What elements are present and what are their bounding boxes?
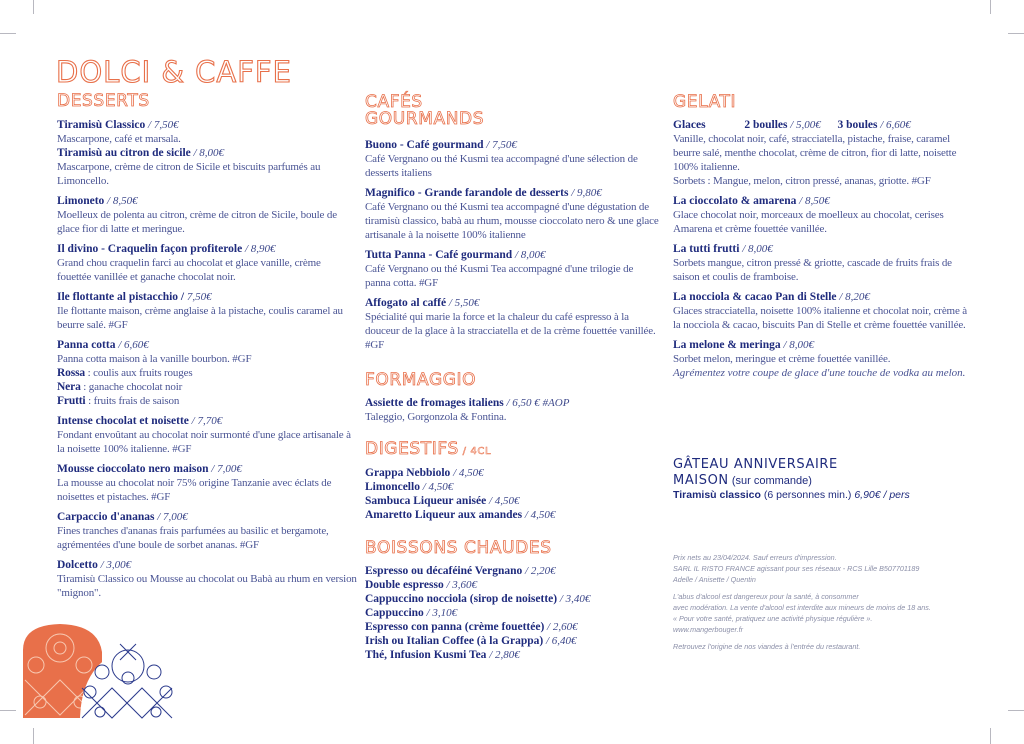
item-price: / 7,00€ [208,463,242,475]
item-name: Carpaccio d'ananas [57,511,155,523]
item-header [57,414,357,428]
crop-mark [1008,33,1024,34]
menu-item-glaces [673,118,973,188]
item-description: Café Vergnano ou thé Kusmi tea accompagné d'une dégustation de tiramisù classico, babà au rhum, mousse cioccolato nero & une glace artisanale à la noisette 100% italienne [365,201,659,241]
item-name: La cioccolato & amarena [673,195,797,207]
item-header [365,248,660,262]
menu-item [57,290,357,332]
boissons-list [365,564,665,662]
item-description: Fines tranches d'ananas frais parfumées au basilic et bergamote, agrémentées d'une boule de sorbet ananas. #GF [57,525,329,551]
item-name: Tiramisù Classico [57,119,146,131]
item-name: Amaretto Liqueur aux amandes [365,509,523,521]
item-name: Double espresso [365,579,444,591]
heading-unit: / 4CL [458,446,492,457]
footer-line: www.mangerbouger.fr [673,625,744,634]
crop-mark [0,710,16,711]
footer-line: Adelle / Anisette / Quentin [673,575,756,584]
item-header [673,290,973,304]
item-header [365,296,660,310]
item-header [365,592,665,606]
item-price: / 8,50€ [796,195,830,207]
item-name: Espresso con panna (crème fouettée) [365,621,545,633]
item-variant [57,380,357,394]
item-header [365,648,665,662]
item-header [365,138,660,152]
menu-item [57,414,357,456]
menu-item [365,508,665,522]
item-header [57,338,357,352]
item-header [57,118,357,132]
item-header [57,558,357,572]
item-name: Tiramisù classico [673,489,761,501]
item-header [57,146,357,160]
item-description: Café Vergnano ou thé Kusmi tea accompagné d'une sélection de desserts italiens [365,153,638,179]
item-header [57,462,357,476]
item-name: Ile flottante al pistacchio / [57,291,185,303]
item-name: Sambuca Liqueur anisée [365,495,487,507]
footer-paragraph [673,641,1003,652]
menu-item [57,558,357,600]
item-name: Limoneto [57,195,105,207]
sorbets-list: Sorbets : Mangue, melon, citron pressé, ananas, griotte. #GF [673,175,931,187]
footer-line: Retrouvez l'origine de nos viandes à l'entrée du restaurant. [673,642,861,651]
menu-item [365,466,665,480]
item-name: Limoncello [365,481,420,493]
variant-label: Rossa [57,367,86,379]
crop-mark [33,0,34,14]
item-name: Cappuccino [365,607,424,619]
footer-line: Prix nets au 23/04/2024. Sauf erreurs d'impression. [673,553,837,562]
item-name: La nocciola & cacao Pan di Stelle [673,291,837,303]
item-price: / 8,90€ [242,243,276,255]
item-price: 6,90€ / pers [854,489,910,501]
item-name: Buono - Café gourmand [365,139,484,151]
menu-item [365,620,665,634]
item-name: Glaces [673,119,706,131]
item-name: Irish ou Italian Coffee (à la Grappa) [365,635,544,647]
crop-mark [1008,710,1024,711]
item-header [365,620,665,634]
item-name: Magnifico - Grande farandole de desserts [365,187,569,199]
gelati-list [673,118,973,386]
item-description: Panna cotta maison à la vanille bourbon. #GF [57,353,252,365]
menu-item [365,564,665,578]
item-description: Moelleux de polenta au citron, crème de citron de Sicile, boule de glace fior di latte et meringue. [57,209,337,235]
crop-mark [33,728,34,744]
item-name: Thé, Infusion Kusmi Tea [365,649,487,661]
menu-item [57,338,357,408]
menu-item [365,494,665,508]
item-header [365,466,665,480]
item-price: / 9,80€ [568,187,602,199]
item-header [365,186,660,200]
item-description: Sorbets mangue, citron pressé & griotte, cascade de fruits frais de saison et coulis de framboise. [673,257,952,283]
variant-label: Frutti [57,395,86,407]
heading-line: CAFÉS [365,92,423,112]
item-price: / 3,60€ [443,579,478,591]
item-description: Sorbet melon, meringue et crème fouettée vanillée. [673,353,891,365]
item-header [365,494,665,508]
formaggio-list [365,396,665,430]
item-name: Panna cotta [57,339,116,351]
item-header [365,606,665,620]
variant-text: : ganache chocolat noir [80,381,183,393]
item-name: Assiette de fromages italiens [365,397,504,409]
menu-item [365,248,660,290]
gateau-item [673,489,910,501]
section-heading-boissons-chaudes: BOISSONS CHAUDES [365,538,552,558]
item-price: / 5,00€ [787,119,821,131]
item-name: Grappa Nebbiolo [365,467,451,479]
item-header [57,290,357,304]
item-header [365,396,665,410]
item-name: Mousse cioccolato nero maison [57,463,209,475]
heading-text: DIGESTIFS [365,439,459,459]
menu-item [365,578,665,592]
item-header [365,634,665,648]
item-description: La mousse au chocolat noir 75% origine Tanzanie avec éclats de noisettes et pistaches. #GF [57,477,332,503]
heading-line: GÂTEAU ANNIVERSAIRE [673,457,838,472]
item-price: / 2,80€ [486,649,520,661]
variant-text: : fruits frais de saison [85,395,180,407]
menu-item [365,592,665,606]
menu-item [365,648,665,662]
item-price: / 2,60€ [544,621,578,633]
item-header [673,242,973,256]
glaces-option-3: 3 boules [837,119,878,131]
menu-item [365,186,660,242]
item-header [57,242,357,256]
item-header [57,510,357,524]
menu-item [57,118,357,146]
glaces-option-2: 2 boulles [744,119,788,131]
item-price: / 7,70€ [188,415,223,427]
item-variant [57,366,357,380]
ornament-pattern-icon [20,620,180,720]
gelati-items [673,194,973,380]
item-price: / 6,50 € #AOP [503,397,570,409]
item-note: Agrémentez votre coupe de glace d'une touche de vodka au melon. [673,367,966,379]
page-title: DOLCI & CAFFE [56,55,292,89]
section-heading-gelati: GELATI [673,92,737,112]
item-header [365,480,665,494]
section-heading-cafes-gourmands [365,94,484,128]
item-name: Intense chocolat et noisette [57,415,189,427]
menu-item [57,242,357,284]
item-price: / 6,60€ [115,339,149,351]
menu-item [57,146,357,188]
item-variant [57,394,357,408]
item-name: Affogato al caffé [365,297,447,309]
item-header [673,338,973,352]
menu-item [365,138,660,180]
digestifs-list [365,466,665,522]
item-name: Il divino - Craquelin façon profiterole [57,243,243,255]
item-price: / 8,00€ [780,339,814,351]
item-description: Vanille, chocolat noir, café, stracciatella, pistache, fraise, caramel beurre salé, menthe chocolat, crème de citron, fior di latte, noisette 100% italienne. [673,133,957,173]
item-price: / 8,00€ [190,147,225,159]
item-name: Cappuccino nocciola (sirop de noisette) [365,593,558,605]
item-price: / 6,40€ [543,635,577,647]
item-description: Taleggio, Gorgonzola & Fontina. [365,411,507,423]
menu-item [673,194,973,236]
crop-mark [990,728,991,744]
menu-item [57,462,357,504]
legal-footer [673,552,1003,658]
footer-paragraph [673,591,1003,635]
item-description: Glace chocolat noir, morceaux de moelleux au chocolat, cerises Amarena et crème fouettée vanillée. [673,209,944,235]
menu-item [673,290,973,332]
item-price: / 8,20€ [836,291,870,303]
item-header [365,564,665,578]
menu-item [365,480,665,494]
footer-line: SARL IL RISTO FRANCE agissant pour ses réseaux - RCS Lille B507701189 [673,564,920,573]
item-price: / 4,50€ [450,467,484,479]
item-description: Grand chou craquelin farci au chocolat et glace vanille, crème fouettée vanillée et ganache chocolat noir. [57,257,321,283]
item-header [365,578,665,592]
menu-item [57,194,357,236]
footer-line: L'abus d'alcool est dangereux pour la santé, à consommer [673,592,859,601]
item-header [57,194,357,208]
item-price: / 6,60€ [877,119,911,131]
item-price: / 7,00€ [154,511,188,523]
item-price: / 7,50€ [483,139,517,151]
item-name: Tiramisù au citron de sicile [57,147,191,159]
item-price: / 3,00€ [97,559,132,571]
item-name: La tutti frutti [673,243,740,255]
crop-mark [0,33,16,34]
gateau-sub: (sur commande) [728,475,812,487]
heading-line: GOURMANDS [365,109,485,129]
footer-line: « Pour votre santé, pratiquez une activité physique régulière ». [673,614,873,623]
item-detail: (6 personnes min.) [760,489,855,501]
item-name: Tutta Panna - Café gourmand [365,249,513,261]
item-price: / 3,40€ [557,593,591,605]
item-header [365,508,665,522]
menu-item [365,634,665,648]
cafes-list [365,138,660,358]
item-description: Glaces stracciatella, noisette 100% italienne et chocolat noir, crème à la nocciola & cacao, biscuits Pan di Stelle et crème fouettée vanillée. [673,305,968,331]
variant-text: : coulis aux fruits rouges [85,367,193,379]
item-description: Fondant envoûtant au chocolat noir surmonté d'une glace artisanale à la noisette 100% italienne. #GF [57,429,351,455]
footer-paragraph [673,552,1003,585]
item-description: Ile flottante maison, crème anglaise à la pistache, coulis caramel au beurre salé. #GF [57,305,343,331]
item-price: / 3,10€ [423,607,458,619]
crop-mark [990,0,991,14]
item-name: Espresso ou décaféiné Vergnano [365,565,523,577]
item-description: Tiramisù Classico ou Mousse au chocolat ou Babà au rhum en version "mignon". [57,573,357,599]
heading-line: MAISON [673,473,729,488]
item-price: / 5,50€ [446,297,480,309]
item-price: / 8,00€ [739,243,773,255]
item-price: / 7,50€ [145,119,179,131]
menu-item [365,606,665,620]
item-header [673,194,973,208]
menu-item [673,338,973,380]
item-name: Dolcetto [57,559,98,571]
item-price: 7,50€ [184,291,212,303]
item-price: / 8,50€ [104,195,138,207]
item-price: / 2,20€ [522,565,556,577]
item-price: / 8,00€ [512,249,546,261]
item-price: / 4,50€ [522,509,556,521]
section-heading-desserts: DESSERTS [57,91,150,111]
desserts-list [57,118,357,606]
menu-item [365,296,660,352]
gateau-heading [673,457,838,489]
item-description: Café Vergnano ou thé Kusmi Tea accompagné d'une trilogie de panna cotta. #GF [365,263,634,289]
footer-line: avec modération. La vente d'alcool est interdite aux mineurs de moins de 18 ans. [673,603,931,612]
menu-item [57,510,357,552]
item-description: Mascarpone, café et marsala. [57,133,181,145]
item-description: Mascarpone, crème de citron de Sicile et biscuits parfumés au Limoncello. [57,161,321,187]
menu-item [673,242,973,284]
item-description: Spécialité qui marie la force et la chaleur du café espresso à la douceur de la glace à la stracciatella et de la crème fouettée vanillée. #GF [365,311,656,351]
menu-item [365,396,665,424]
variant-label: Nera [57,381,81,393]
item-name: La melone & meringa [673,339,781,351]
item-price: / 4,50€ [486,495,520,507]
item-price: / 4,50€ [419,481,454,493]
section-heading-formaggio: FORMAGGIO [365,370,477,390]
section-heading-digestifs [365,441,491,460]
